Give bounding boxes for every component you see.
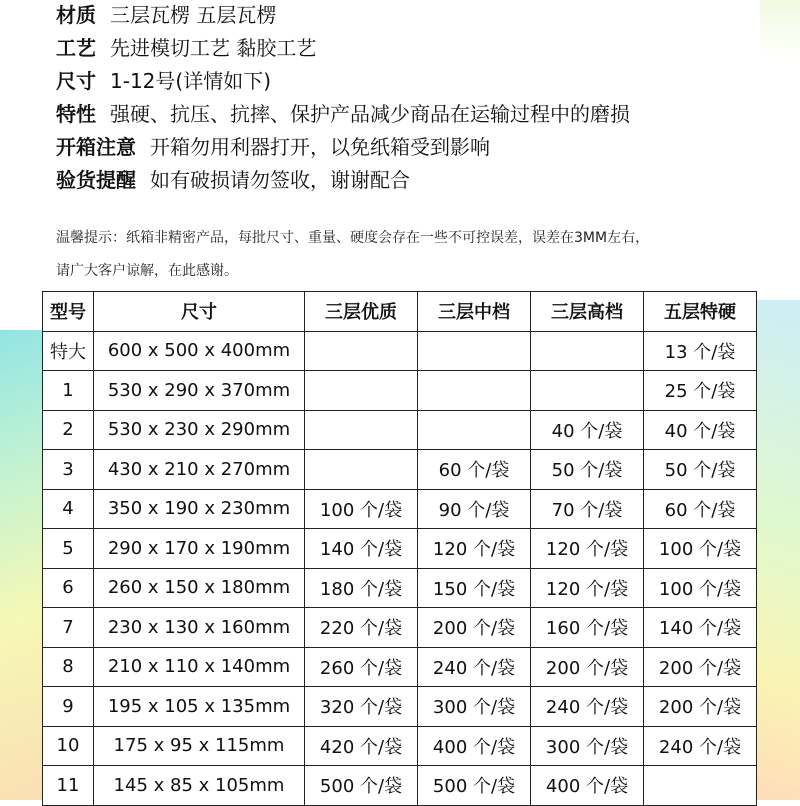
- notice: [56, 222, 776, 288]
- table-cell: 400 个/袋: [418, 726, 531, 766]
- table-cell: [531, 371, 644, 411]
- notice-line-2: 请广大客户谅解，在此感谢。: [56, 263, 238, 279]
- column-header: 三层中档: [418, 292, 531, 332]
- table-cell: 7: [43, 608, 94, 648]
- table-cell: 300 个/袋: [531, 726, 644, 766]
- spec-key: 特性: [56, 102, 96, 126]
- table-cell: [644, 766, 757, 806]
- table-cell: 240 个/袋: [644, 726, 757, 766]
- table-cell: 400 个/袋: [531, 766, 644, 806]
- table-cell: 3: [43, 450, 94, 490]
- table-cell: 140 个/袋: [644, 608, 757, 648]
- table-body: [43, 331, 757, 805]
- table-cell: 25 个/袋: [644, 371, 757, 411]
- column-header: 型号: [43, 292, 94, 332]
- table-cell: 500 个/袋: [305, 766, 418, 806]
- table-cell: 60 个/袋: [644, 489, 757, 529]
- spec-row: [56, 164, 630, 197]
- table-cell: 120 个/袋: [531, 568, 644, 608]
- table-row: [43, 331, 757, 371]
- table-cell: 145 x 85 x 105mm: [94, 766, 305, 806]
- table-row: [43, 410, 757, 450]
- table-cell: 200 个/袋: [644, 687, 757, 727]
- table-cell: 240 个/袋: [531, 687, 644, 727]
- table-cell: 120 个/袋: [418, 529, 531, 569]
- table-cell: 530 x 230 x 290mm: [94, 410, 305, 450]
- spec-row: [56, 65, 630, 98]
- table-cell: 430 x 210 x 270mm: [94, 450, 305, 490]
- table-cell: 6: [43, 568, 94, 608]
- spec-row: [56, 32, 630, 65]
- table-cell: [305, 331, 418, 371]
- table-cell: 200 个/袋: [644, 647, 757, 687]
- table-row: [43, 726, 757, 766]
- spec-value: 1-12号(详情如下): [110, 69, 271, 93]
- table-row: [43, 687, 757, 727]
- table-cell: 50 个/袋: [531, 450, 644, 490]
- spec-key: 工艺: [56, 36, 96, 60]
- table-cell: 70 个/袋: [531, 489, 644, 529]
- column-header: 五层特硬: [644, 292, 757, 332]
- table-cell: [305, 410, 418, 450]
- table-cell: 290 x 170 x 190mm: [94, 529, 305, 569]
- table-row: [43, 450, 757, 490]
- table-row: [43, 647, 757, 687]
- table-cell: 9: [43, 687, 94, 727]
- size-table: [42, 291, 757, 806]
- table-cell: 100 个/袋: [644, 529, 757, 569]
- table-cell: 180 个/袋: [305, 568, 418, 608]
- table-cell: 160 个/袋: [531, 608, 644, 648]
- table-row: [43, 371, 757, 411]
- table-cell: 140 个/袋: [305, 529, 418, 569]
- table-header-row: [43, 292, 757, 332]
- spec-value: 三层瓦楞 五层瓦楞: [110, 3, 277, 27]
- notice-line-1: 温馨提示：纸箱非精密产品，每批尺寸、重量、硬度会存在一些不可控误差，误差在3MM左右，: [56, 230, 650, 246]
- table-cell: 11: [43, 766, 94, 806]
- table-cell: 50 个/袋: [644, 450, 757, 490]
- table-cell: 1: [43, 371, 94, 411]
- table-cell: 230 x 130 x 160mm: [94, 608, 305, 648]
- spec-key: 材质: [56, 3, 96, 27]
- column-header: 尺寸: [94, 292, 305, 332]
- table-cell: 200 个/袋: [418, 608, 531, 648]
- table-cell: 220 个/袋: [305, 608, 418, 648]
- table-cell: 210 x 110 x 140mm: [94, 647, 305, 687]
- table-cell: 300 个/袋: [418, 687, 531, 727]
- table-cell: 40 个/袋: [644, 410, 757, 450]
- spec-value: 开箱勿用利器打开，以免纸箱受到影响: [150, 135, 490, 159]
- table-cell: [418, 410, 531, 450]
- table-cell: 260 x 150 x 180mm: [94, 568, 305, 608]
- table-cell: 600 x 500 x 400mm: [94, 331, 305, 371]
- spec-value: 先进模切工艺 黏胶工艺: [110, 36, 317, 60]
- table-cell: 195 x 105 x 135mm: [94, 687, 305, 727]
- table-cell: 13 个/袋: [644, 331, 757, 371]
- table-cell: 2: [43, 410, 94, 450]
- table-cell: [531, 331, 644, 371]
- table-row: [43, 489, 757, 529]
- table-cell: 350 x 190 x 230mm: [94, 489, 305, 529]
- table-cell: 320 个/袋: [305, 687, 418, 727]
- table-cell: [305, 450, 418, 490]
- table-cell: 10: [43, 726, 94, 766]
- table-cell: 420 个/袋: [305, 726, 418, 766]
- table-cell: 特大: [43, 331, 94, 371]
- spec-value: 如有破损请勿签收，谢谢配合: [150, 168, 410, 192]
- spec-key: 验货提醒: [56, 168, 136, 192]
- column-header: 三层优质: [305, 292, 418, 332]
- table-row: [43, 568, 757, 608]
- table-cell: [418, 331, 531, 371]
- table-row: [43, 608, 757, 648]
- background-gradient-top-right: [760, 0, 800, 60]
- table-cell: 100 个/袋: [305, 489, 418, 529]
- spec-value: 强硬、抗压、抗摔、保护产品减少商品在运输过程中的磨损: [110, 102, 630, 126]
- table-cell: 60 个/袋: [418, 450, 531, 490]
- spec-key: 开箱注意: [56, 135, 136, 159]
- table-row: [43, 529, 757, 569]
- table-cell: 500 个/袋: [418, 766, 531, 806]
- spec-row: [56, 0, 630, 32]
- table-cell: 200 个/袋: [531, 647, 644, 687]
- table-cell: 4: [43, 489, 94, 529]
- table-cell: 530 x 290 x 370mm: [94, 371, 305, 411]
- table-cell: [418, 371, 531, 411]
- table-cell: 8: [43, 647, 94, 687]
- table-row: [43, 766, 757, 806]
- background-gradient-right: [750, 300, 800, 800]
- table-cell: 175 x 95 x 115mm: [94, 726, 305, 766]
- table-cell: 120 个/袋: [531, 529, 644, 569]
- table-cell: 240 个/袋: [418, 647, 531, 687]
- table-cell: [305, 371, 418, 411]
- table-cell: 90 个/袋: [418, 489, 531, 529]
- table-cell: 150 个/袋: [418, 568, 531, 608]
- spec-row: [56, 131, 630, 164]
- table-cell: 5: [43, 529, 94, 569]
- table-cell: 100 个/袋: [644, 568, 757, 608]
- spec-list: [56, 0, 630, 197]
- table-cell: 260 个/袋: [305, 647, 418, 687]
- spec-row: [56, 98, 630, 131]
- table-cell: 40 个/袋: [531, 410, 644, 450]
- spec-key: 尺寸: [56, 69, 96, 93]
- column-header: 三层高档: [531, 292, 644, 332]
